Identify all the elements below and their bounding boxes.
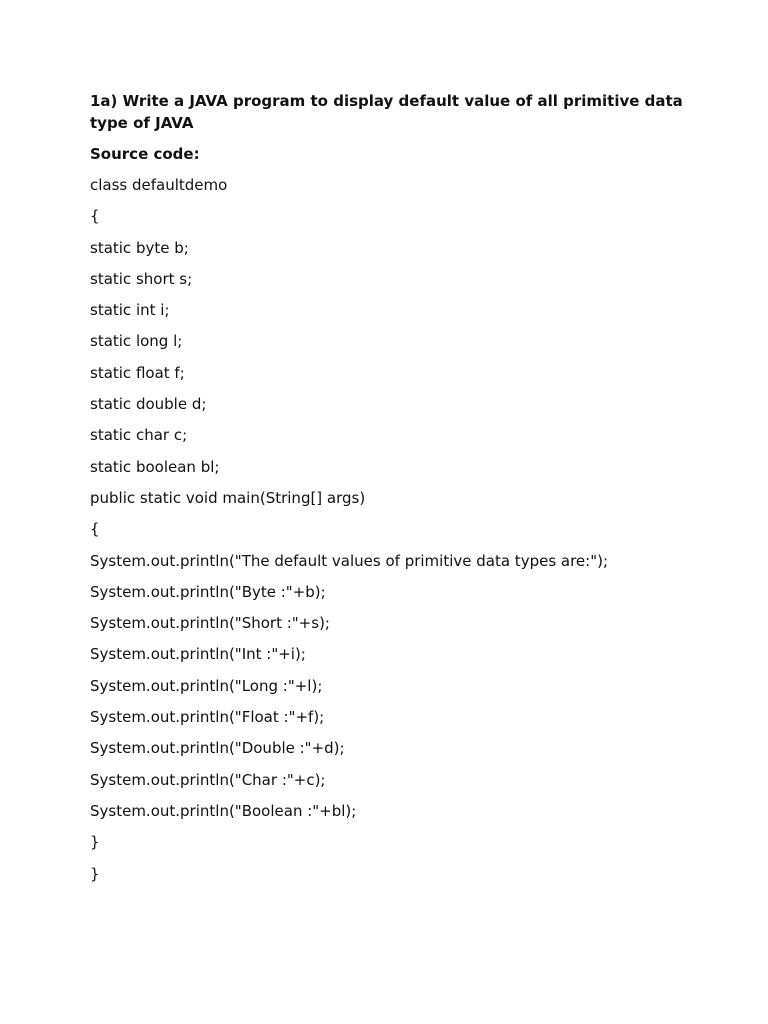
code-line: static byte b; — [90, 238, 189, 257]
code-line: System.out.println("Double :"+d); — [90, 739, 345, 758]
code-line: static short s; — [90, 269, 193, 288]
document-page — [90, 90, 690, 894]
code-line: } — [90, 864, 100, 883]
code-line: System.out.println("Float :"+f); — [90, 708, 325, 727]
code-line: System.out.println("The default values of primitive data types are:"); — [90, 551, 609, 570]
code-line: System.out.println("Char :"+c); — [90, 770, 326, 789]
code-line: static double d; — [90, 395, 207, 414]
source-code-label: Source code: — [90, 145, 200, 163]
code-line: static char c; — [90, 426, 188, 445]
code-line: System.out.println("Long :"+l); — [90, 676, 323, 695]
code-line: static boolean bl; — [90, 457, 220, 476]
code-line: static long l; — [90, 332, 183, 351]
code-line: System.out.println("Int :"+i); — [90, 645, 306, 664]
code-line: System.out.println("Byte :"+b); — [90, 582, 326, 601]
code-line: System.out.println("Short :"+s); — [90, 614, 330, 633]
code-line: class defaultdemo — [90, 176, 228, 194]
code-block — [90, 174, 690, 885]
code-line: } — [90, 833, 100, 852]
code-line: { — [90, 207, 100, 226]
code-line: static float f; — [90, 363, 185, 382]
code-line: { — [90, 520, 100, 539]
question-heading: 1a) Write a JAVA program to display default value of all primitive data type of JAVA — [90, 92, 683, 132]
code-line: static int i; — [90, 301, 170, 320]
code-line: System.out.println("Boolean :"+bl); — [90, 801, 357, 820]
code-line: public static void main(String[] args) — [90, 488, 366, 507]
